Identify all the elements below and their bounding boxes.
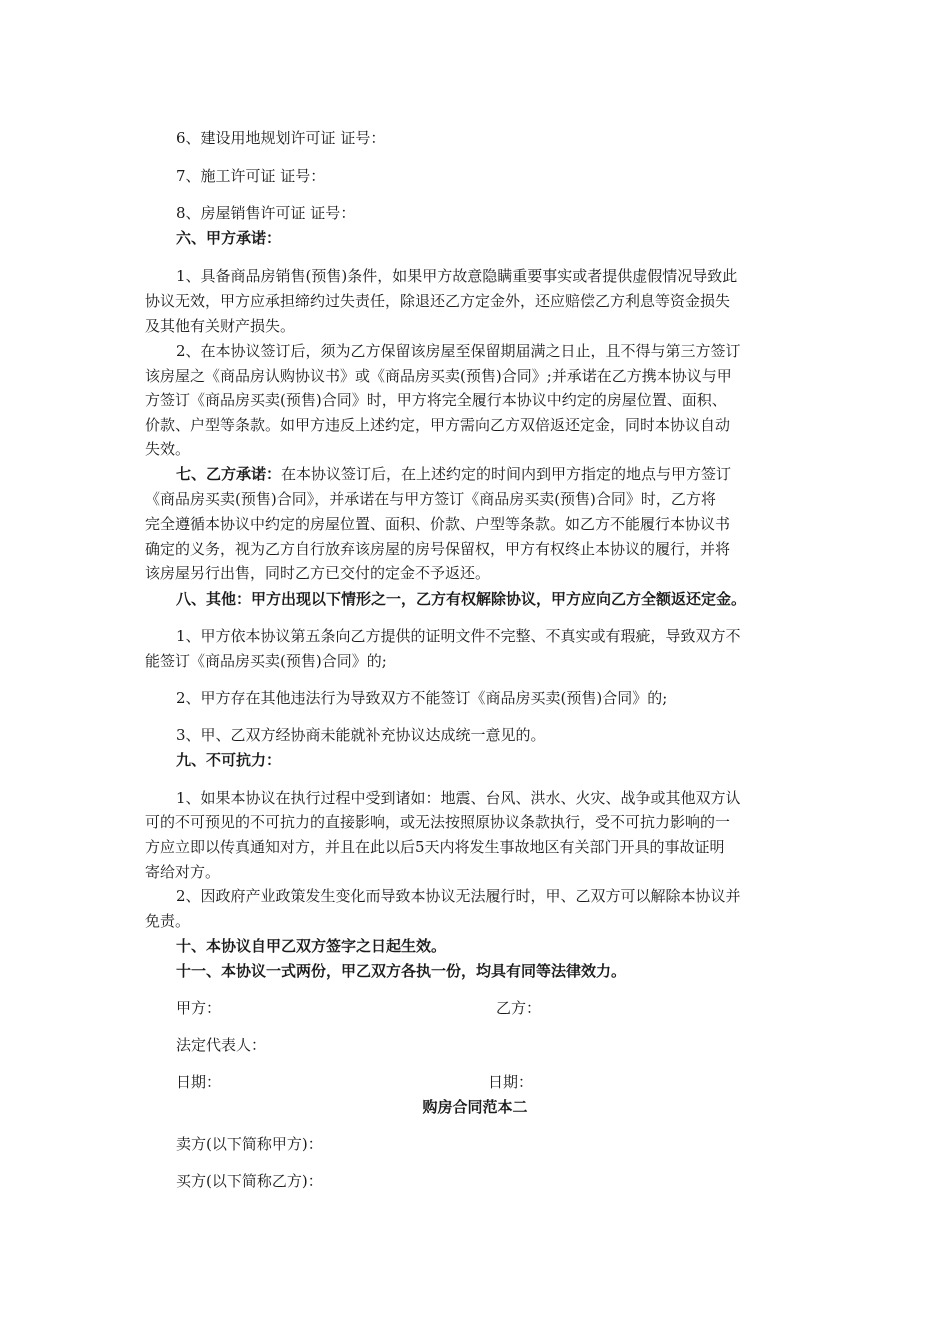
date-b-label: 日期： (488, 1073, 534, 1091)
sec8-p2: 2、甲方存在其他违法行为导致双方不能签订《商品房买卖(预售)合同》的; (176, 689, 668, 707)
sec7-line4: 确定的义务，视为乙方自行放弃该房屋的房号保留权，甲方有权终止本协议的履行，并将 (145, 540, 731, 558)
sec9-p1-line4: 寄给对方。 (145, 863, 221, 881)
sec8-p3: 3、甲、乙双方经协商未能就补充协议达成统一意见的。 (176, 726, 546, 744)
sec6-p2-line1: 2、在本协议签订后，须为乙方保留该房屋至保留期届满之日止，且不得与第三方签订 (176, 342, 741, 360)
sec6-p1-line2: 协议无效，甲方应承担缔约过失责任，除退还乙方定金外，还应赔偿乙方利息等资金损失 (145, 292, 731, 310)
sec6-p2-line4: 价款、户型等条款。如甲方违反上述约定，甲方需向乙方双倍返还定金，同时本协议自动 (145, 416, 731, 434)
seller-label: 卖方(以下简称甲方)： (176, 1135, 323, 1153)
date-a-label: 日期： (176, 1073, 222, 1091)
contract-2-title: 购房合同范本二 (422, 1098, 528, 1116)
sec6-p2-line2: 该房屋之《商品房认购协议书》或《商品房买卖(预售)合同》;并承诺在乙方携本协议与甲 (145, 367, 732, 385)
item-7: 7、施工许可证 证号： (176, 167, 326, 185)
section-9-title: 九、不可抗力： (176, 751, 282, 769)
legal-representative-label: 法定代表人： (176, 1036, 267, 1054)
sec7-line5: 该房屋另行出售，同时乙方已交付的定金不予返还。 (145, 564, 491, 582)
sec9-p1-line3: 方应立即以传真通知对方，并且在此以后5天内将发生事故地区有关部门开具的事故证明 (145, 838, 725, 856)
sec7-line2: 《商品房买卖(预售)合同》，并承诺在与甲方签订《商品房买卖(预售)合同》时，乙方将 (145, 490, 716, 508)
item-6: 6、建设用地规划许可证 证号： (176, 129, 386, 147)
sec6-p1-line3: 及其他有关财产损失。 (145, 317, 296, 335)
sec6-p2-line3: 方签订《商品房买卖(预售)合同》时，甲方将完全履行本协议中约定的房屋位置、面积、 (145, 391, 727, 409)
sec9-p1-line2: 可的不可预见的不可抗力的直接影响，或无法按照原协议条款执行，受不可抗力影响的一 (145, 813, 731, 831)
section-8-title: 八、其他：甲方出现以下情形之一，乙方有权解除协议，甲方应向乙方全额返还定金。 (176, 590, 747, 608)
sec9-p2-line2: 免责。 (145, 912, 191, 930)
section-7-title: 七、乙方承诺： (176, 465, 282, 483)
sec6-p1-line1: 1、具备商品房销售(预售)条件，如果甲方故意隐瞒重要事实或者提供虚假情况导致此 (176, 267, 738, 285)
section-6-title: 六、甲方承诺： (176, 229, 282, 247)
sec7-line1 (176, 464, 816, 484)
sec7-line3: 完全遵循本协议中约定的房屋位置、面积、价款、户型等条款。如乙方不能履行本协议书 (145, 515, 731, 533)
section-11: 十一、本协议一式两份，甲乙双方各执一份，均具有同等法律效力。 (176, 962, 627, 980)
sec8-p1-line1: 1、甲方依本协议第五条向乙方提供的证明文件不完整、不真实或有瑕疵，导致双方不 (176, 627, 741, 645)
party-a-label: 甲方： (176, 999, 222, 1017)
sec8-p1-line2: 能签订《商品房买卖(预售)合同》的; (145, 652, 387, 670)
section-10: 十、本协议自甲乙双方签字之日起生效。 (176, 937, 447, 955)
buyer-label: 买方(以下简称乙方)： (176, 1172, 323, 1190)
sec9-p2-line1: 2、因政府产业政策发生变化而导致本协议无法履行时，甲、乙双方可以解除本协议并 (176, 887, 741, 905)
sec6-p2-line5: 失效。 (145, 440, 191, 458)
sec9-p1-line1: 1、如果本协议在执行过程中受到诸如：地震、台风、洪水、火灾、战争或其他双方认 (176, 789, 741, 807)
party-b-label: 乙方： (496, 999, 542, 1017)
item-8: 8、房屋销售许可证 证号： (176, 204, 356, 222)
sec7-line1-text: 在本协议签订后，在上述约定的时间内到甲方指定的地点与甲方签订 (281, 465, 732, 483)
